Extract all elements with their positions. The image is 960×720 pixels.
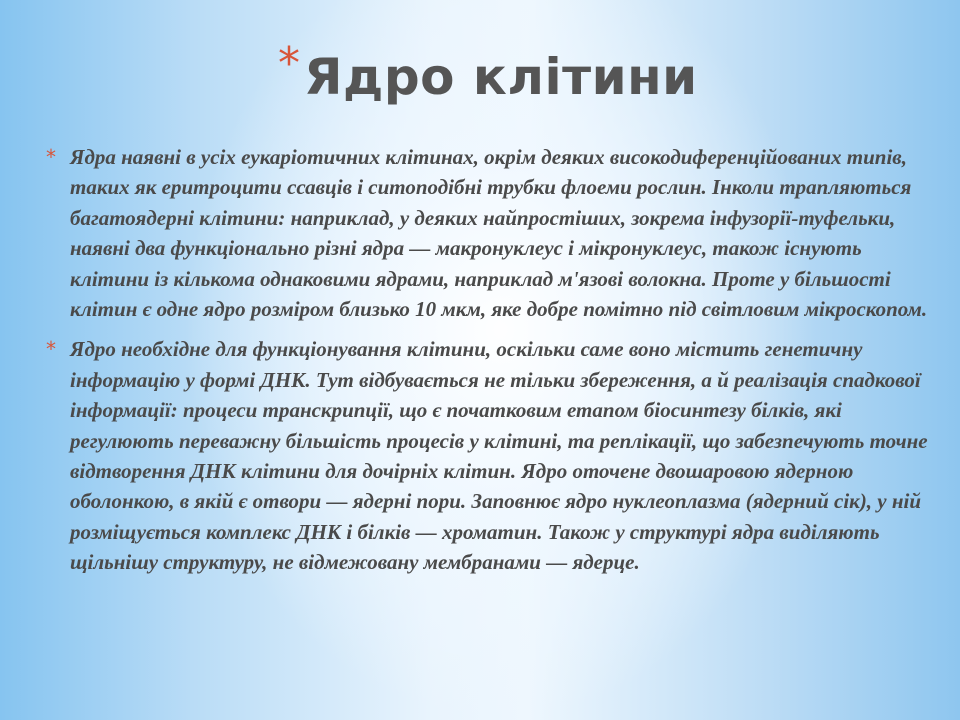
paragraph-1-text: Ядра наявні в усіх еукаріотичних клітинах, окрім деяких високодиференційованих типів, таких як еритроцити ссавців і ситоподібні трубки флоеми рослин. Інколи трапляються багатоядерні клітини: наприклад, у деяких найпростіших, зокрема інфузорії-туфельки, наявні два функціонально різні ядра — макронуклеус і мікронуклеус, також існують клітини із кількома однаковими ядрами, наприклад м'язові волокна. Проте у більшості клітин є одне ядро розміром близько 10 мкм, яке добре помітно під світловим мікроскопом. [70, 145, 928, 322]
paragraph-2 [44, 334, 944, 577]
asterisk-bullet-icon: * [46, 337, 56, 362]
title-asterisk-icon: * [278, 38, 300, 89]
asterisk-bullet-icon: * [46, 145, 56, 169]
paragraph-1 [44, 142, 944, 324]
slide-body [44, 142, 944, 578]
slide-title-text: Ядро клітини [304, 48, 698, 106]
paragraph-2-text: Ядро необхідне для функціонування клітини, оскільки саме воно містить генетичну інформацію у формі ДНК. Тут відбувається не тільки збереження, а й реалізація спадкової інформації: процеси транскрипції, що є початковим етапом біосинтезу білків, які регулюють переважну більшість процесів у клітині, та реплікації, що забезпечують точне відтворення ДНК клітини для дочірніх клітин. Ядро оточене двошаровою ядерною оболонкою, в якій є отвори — ядерні пори. Заповнює ядро нуклеоплазма (ядерний сік), у ній розміщується комплекс ДНК і білків — хроматин. Також у структурі ядра виділяють щільнішу структуру, не відмежовану мембранами — ядерце. [70, 337, 928, 575]
slide-title [278, 38, 698, 112]
